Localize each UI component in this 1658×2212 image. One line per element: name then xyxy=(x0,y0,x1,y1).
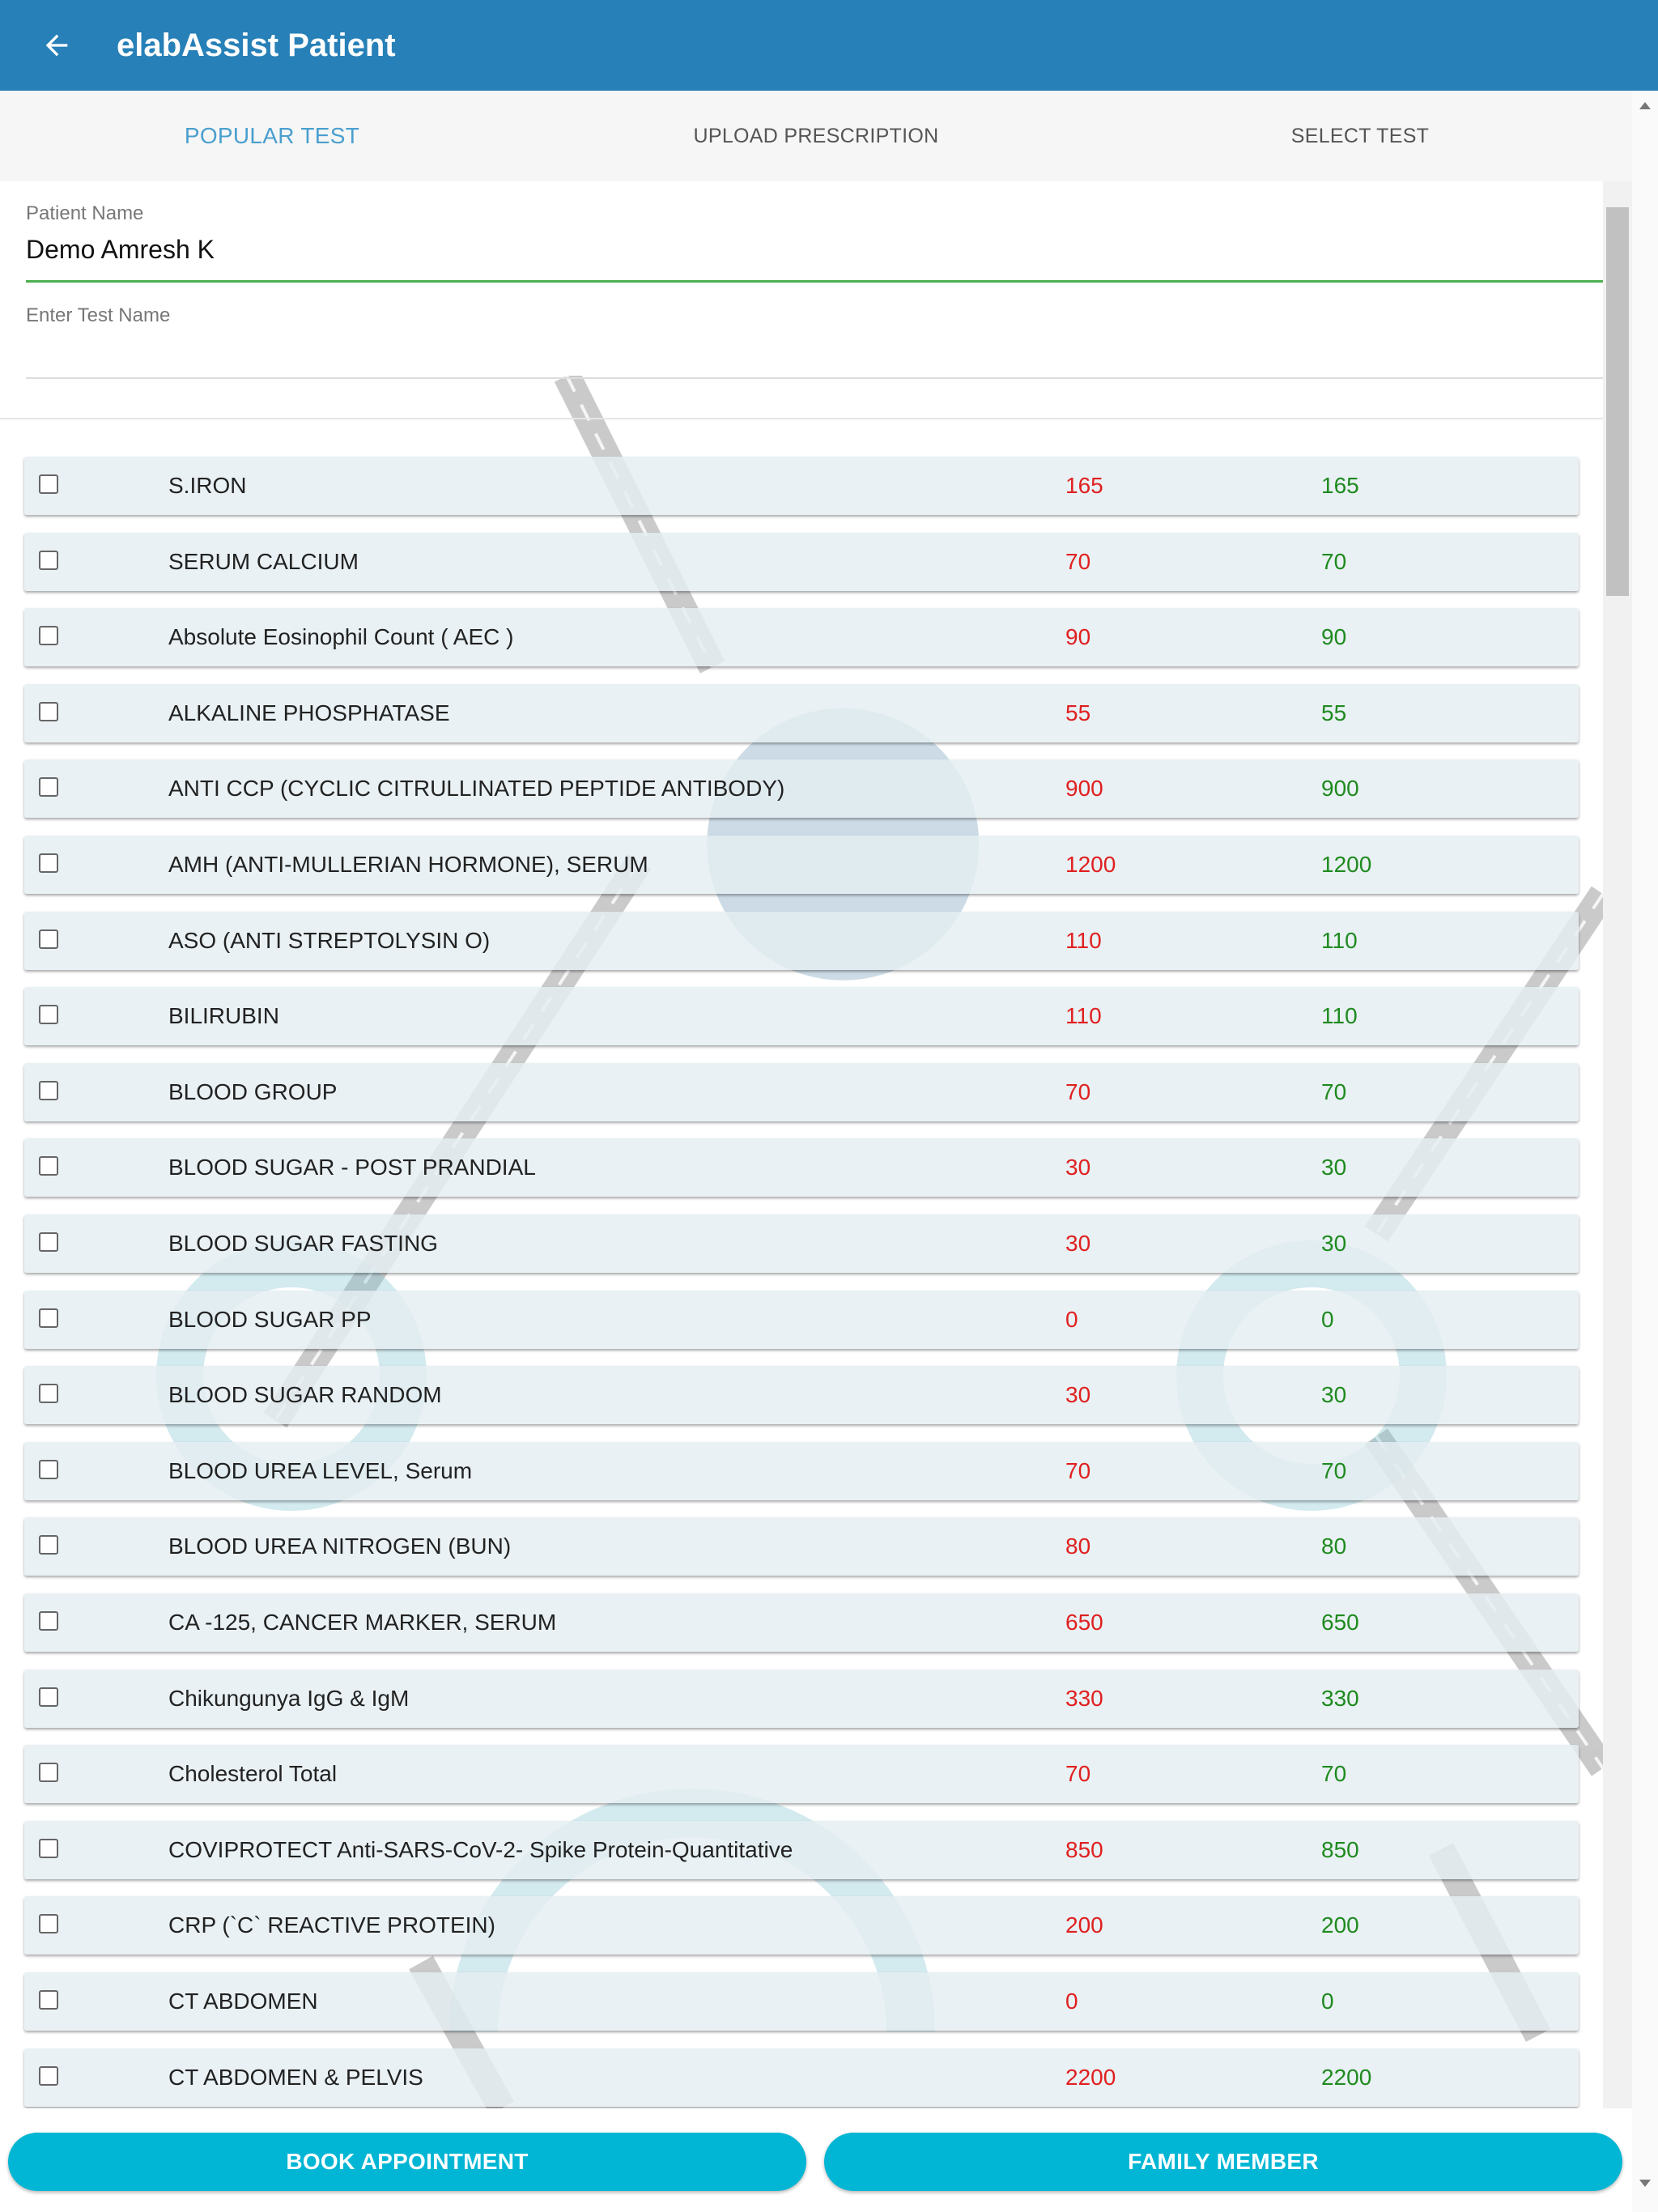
test-checkbox[interactable] xyxy=(39,1232,58,1252)
test-row[interactable] xyxy=(24,1138,1579,1197)
test-price: 330 xyxy=(1065,1686,1103,1711)
section-divider xyxy=(0,418,1603,419)
scroll-down-icon[interactable] xyxy=(1639,2180,1651,2187)
test-checkbox[interactable] xyxy=(39,1535,58,1555)
test-price: 110 xyxy=(1065,1003,1102,1028)
test-checkbox[interactable] xyxy=(39,1763,58,1782)
test-offer-price: 110 xyxy=(1321,928,1358,953)
test-row[interactable] xyxy=(24,2048,1579,2107)
patient-name-underline xyxy=(26,280,1603,283)
test-name: BLOOD UREA LEVEL, Serum xyxy=(168,1458,473,1483)
test-name: CT ABDOMEN & PELVIS xyxy=(168,2065,423,2090)
test-checkbox[interactable] xyxy=(39,1611,58,1631)
test-price: 70 xyxy=(1065,1079,1091,1104)
test-price: 30 xyxy=(1065,1155,1091,1180)
page-scrollbar[interactable] xyxy=(1632,91,1658,2212)
test-offer-price: 1200 xyxy=(1321,852,1372,877)
test-offer-price: 650 xyxy=(1321,1610,1359,1635)
test-row[interactable] xyxy=(24,1291,1579,1349)
test-checkbox[interactable] xyxy=(39,1156,58,1176)
test-checkbox[interactable] xyxy=(39,474,58,494)
test-price: 165 xyxy=(1065,473,1103,498)
test-offer-price: 0 xyxy=(1321,1989,1334,2014)
test-row[interactable] xyxy=(24,987,1579,1045)
test-offer-price: 0 xyxy=(1321,1307,1334,1332)
test-name: SERUM CALCIUM xyxy=(168,549,359,574)
test-price: 0 xyxy=(1065,1307,1078,1332)
test-offer-price: 30 xyxy=(1321,1155,1347,1180)
app-title: elabAssist Patient xyxy=(117,28,396,63)
test-price: 0 xyxy=(1065,1989,1078,2014)
test-row[interactable] xyxy=(24,457,1579,515)
test-checkbox[interactable] xyxy=(39,1081,58,1100)
test-offer-price: 90 xyxy=(1321,624,1347,649)
test-checkbox[interactable] xyxy=(39,1005,58,1024)
test-price: 30 xyxy=(1065,1231,1091,1256)
test-row[interactable] xyxy=(24,684,1579,742)
test-price: 70 xyxy=(1065,1761,1091,1786)
test-name-underline xyxy=(26,377,1603,379)
test-name: BLOOD UREA NITROGEN (BUN) xyxy=(168,1534,512,1559)
test-price: 110 xyxy=(1065,928,1102,953)
test-checkbox[interactable] xyxy=(39,551,58,570)
test-row[interactable] xyxy=(24,1366,1579,1424)
test-checkbox[interactable] xyxy=(39,1308,58,1328)
test-checkbox[interactable] xyxy=(39,853,58,873)
family-member-button[interactable]: FAMILY MEMBER xyxy=(824,2133,1622,2191)
test-row[interactable] xyxy=(24,608,1579,666)
test-checkbox[interactable] xyxy=(39,2066,58,2086)
test-price: 70 xyxy=(1065,549,1091,574)
test-name: Cholesterol Total xyxy=(168,1761,338,1786)
test-name: CRP (`C` REACTIVE PROTEIN) xyxy=(168,1912,495,1938)
test-name: Absolute Eosinophil Count ( AEC ) xyxy=(168,624,514,649)
arrow-left-icon xyxy=(40,29,73,62)
list-scrollbar-thumb[interactable] xyxy=(1606,207,1629,596)
test-price: 850 xyxy=(1065,1837,1103,1862)
test-price: 70 xyxy=(1065,1458,1091,1483)
app-bar xyxy=(0,0,1658,91)
test-price: 650 xyxy=(1065,1610,1103,1635)
test-offer-price: 2200 xyxy=(1321,2065,1372,2090)
test-offer-price: 30 xyxy=(1321,1231,1347,1256)
test-checkbox[interactable] xyxy=(39,626,58,645)
test-row[interactable] xyxy=(24,759,1579,818)
scroll-up-icon[interactable] xyxy=(1639,102,1651,109)
test-name: BLOOD SUGAR FASTING xyxy=(168,1231,438,1256)
test-name: BLOOD SUGAR RANDOM xyxy=(168,1382,442,1407)
test-price: 80 xyxy=(1065,1534,1091,1559)
test-checkbox[interactable] xyxy=(39,1687,58,1707)
test-offer-price: 70 xyxy=(1321,1079,1347,1104)
test-row[interactable] xyxy=(24,1745,1579,1803)
test-row[interactable] xyxy=(24,1063,1579,1121)
test-offer-price: 70 xyxy=(1321,1458,1347,1483)
test-name: ALKALINE PHOSPHATASE xyxy=(168,700,450,725)
test-offer-price: 80 xyxy=(1321,1534,1347,1559)
patient-name-label: Patient Name xyxy=(26,202,144,224)
test-price: 90 xyxy=(1065,624,1091,649)
test-name: AMH (ANTI-MULLERIAN HORMONE), SERUM xyxy=(168,852,648,877)
test-offer-price: 330 xyxy=(1321,1686,1359,1711)
test-price: 1200 xyxy=(1065,852,1116,877)
bottom-action-bar xyxy=(0,2108,1632,2212)
test-offer-price: 55 xyxy=(1321,700,1347,725)
test-checkbox[interactable] xyxy=(39,1914,58,1933)
test-checkbox[interactable] xyxy=(39,1460,58,1479)
test-row[interactable] xyxy=(24,1821,1579,1879)
test-name: CT ABDOMEN xyxy=(168,1989,318,2014)
tab-select-test[interactable]: SELECT TEST xyxy=(1290,124,1430,147)
test-name: BILIRUBIN xyxy=(168,1003,279,1028)
test-row[interactable] xyxy=(24,533,1579,591)
test-name: BLOOD GROUP xyxy=(168,1079,338,1104)
test-offer-price: 900 xyxy=(1321,776,1359,801)
tab-upload-prescription[interactable]: UPLOAD PRESCRIPTION xyxy=(693,124,939,147)
test-price: 200 xyxy=(1065,1912,1103,1938)
book-appointment-button[interactable]: BOOK APPOINTMENT xyxy=(8,2133,806,2191)
test-price: 30 xyxy=(1065,1382,1091,1407)
test-name: S.IRON xyxy=(168,473,247,498)
tab-bar xyxy=(0,91,1632,181)
test-name-label: Enter Test Name xyxy=(26,304,171,326)
test-row[interactable] xyxy=(24,1670,1579,1728)
test-name: CA -125, CANCER MARKER, SERUM xyxy=(168,1610,557,1635)
test-row[interactable] xyxy=(24,1442,1579,1500)
test-price: 2200 xyxy=(1065,2065,1116,2090)
main-content xyxy=(0,181,1603,2108)
test-offer-price: 165 xyxy=(1321,473,1359,498)
test-name-input[interactable] xyxy=(26,335,1603,381)
test-name: ANTI CCP (CYCLIC CITRULLINATED PEPTIDE ANTIBODY) xyxy=(168,776,785,801)
test-name: ASO (ANTI STREPTOLYSIN O) xyxy=(168,928,491,953)
test-checkbox[interactable] xyxy=(39,1839,58,1858)
test-row[interactable] xyxy=(24,1972,1579,2031)
test-offer-price: 110 xyxy=(1321,1003,1358,1028)
test-checkbox[interactable] xyxy=(39,702,58,721)
test-offer-price: 70 xyxy=(1321,1761,1347,1786)
test-price: 900 xyxy=(1065,776,1103,801)
list-scrollbar[interactable] xyxy=(1603,181,1632,2108)
test-name: BLOOD SUGAR PP xyxy=(168,1307,372,1332)
test-name: COVIPROTECT Anti-SARS-CoV-2- Spike Protein-Quantitative xyxy=(168,1837,793,1862)
test-row[interactable] xyxy=(24,1517,1579,1576)
test-checkbox[interactable] xyxy=(39,929,58,949)
test-row[interactable] xyxy=(24,1214,1579,1273)
test-offer-price: 30 xyxy=(1321,1382,1347,1407)
test-name: BLOOD SUGAR - POST PRANDIAL xyxy=(168,1155,536,1180)
test-offer-price: 70 xyxy=(1321,549,1347,574)
test-checkbox[interactable] xyxy=(39,1384,58,1403)
tab-popular-test[interactable]: POPULAR TEST xyxy=(184,123,360,148)
test-checkbox[interactable] xyxy=(39,1990,58,2010)
test-row[interactable] xyxy=(24,1593,1579,1652)
patient-name-field[interactable]: Demo Amresh K xyxy=(26,235,215,264)
back-button[interactable] xyxy=(32,21,81,70)
test-row[interactable] xyxy=(24,1896,1579,1955)
test-offer-price: 200 xyxy=(1321,1912,1359,1938)
test-checkbox[interactable] xyxy=(39,777,58,797)
test-price: 55 xyxy=(1065,700,1091,725)
test-row[interactable] xyxy=(24,912,1579,970)
test-offer-price: 850 xyxy=(1321,1837,1359,1862)
test-row[interactable] xyxy=(24,836,1579,894)
test-name: Chikungunya IgG & IgM xyxy=(168,1686,410,1711)
